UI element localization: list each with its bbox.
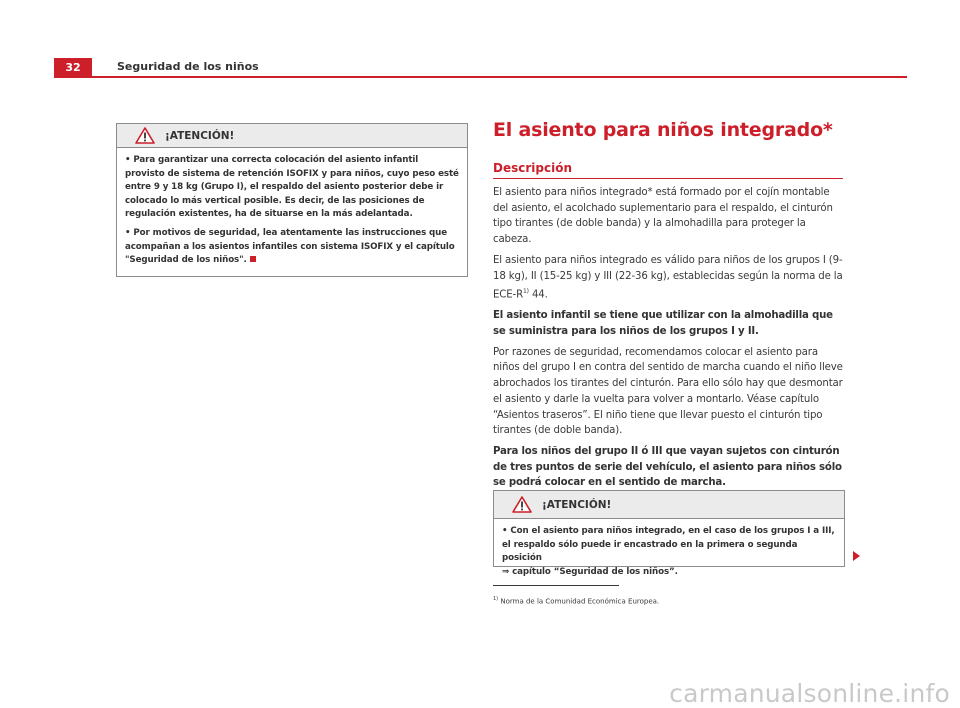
- warning-item: • Con el asiento para niños integrado, en el caso de los grupos I a III, el respaldo sólo puede ir encastrado en la primera o segunda posición ⇒ capítulo “Seguridad de los niños”.: [502, 526, 835, 577]
- warning-triangle-icon: [512, 496, 532, 513]
- warning-header: [494, 491, 844, 519]
- footnote-rule: [493, 585, 619, 586]
- warning-item: • Por motivos de seguridad, lea atentamente las instrucciones que acompañan a los asientos infantiles con sistema ISOFIX y el capítulo "Seguridad de los niños".: [125, 227, 455, 266]
- cross-reference-arrow: ⇒: [502, 566, 510, 577]
- warning-title: ¡ATENCIÓN!: [165, 129, 235, 142]
- warning-box-left: [116, 123, 468, 277]
- paragraph: El asiento para niños integrado es válido para niños de los grupos I (9-18 kg), II (15-25 kg) y III (22-36 kg), establecidas según la norma de la ECE-$R^{1)}$ 44.: [493, 254, 843, 301]
- header-rule: [54, 76, 907, 78]
- page-number: 32: [54, 58, 92, 76]
- warning-body: [117, 148, 467, 268]
- warning-title: ¡ATENCIÓN!: [542, 498, 612, 511]
- footnote: $^{1)}$ Norma de la Comunidad Económica Europea.: [493, 596, 660, 606]
- paragraph: Por razones de seguridad, recomendamos colocar el asiento para niños del grupo I en contra del sentido de marcha cuando el niño lleve abrochados los tirantes del cinturón. Para ello sólo hay que desmontar el asiento y darle la vuelta para volver a montarlo. Véase capítulo “Asientos traseros”. El niño tiene que llevar puesto el cinturón tipo tirantes (de doble banda).: [493, 346, 843, 437]
- warning-box-right: [493, 490, 845, 577]
- subsection-rule: [493, 178, 843, 179]
- body-text: [493, 185, 845, 496]
- continue-arrow-icon: [853, 551, 860, 561]
- warning-item: • Para garantizar una correcta colocación del asiento infantil provisto de sistema de retención ISOFIX y para niños, cuyo peso esté entre 9 y 18 kg (Grupo I), el respaldo del asiento posterior debe ir colocado lo más vertical posible. Es decir, de las posiciones de regulación existentes, ha de situarse en la más adelantada.: [125, 155, 459, 220]
- footnote-ref: 1): [523, 288, 529, 296]
- warning-triangle-icon: [135, 127, 155, 144]
- paragraph-bold: Para los niños del grupo II ó III que vayan sujetos con cinturón de tres puntos de serie del vehículo, el asiento para niños sólo se podrá colocar en el sentido de marcha.: [493, 445, 842, 489]
- end-marker-icon: [250, 256, 256, 262]
- subsection-title: Descripción: [493, 161, 572, 175]
- watermark: carmanualsonline.info: [669, 679, 950, 708]
- chapter-title: Seguridad de los niños: [117, 60, 259, 73]
- section-title: El asiento para niños integrado*: [493, 119, 833, 141]
- warning-header: [117, 124, 467, 148]
- warning-body: [494, 519, 844, 579]
- paragraph: El asiento para niños integrado* está formado por el cojín montable del asiento, el acolchado suplementario para el respaldo, el cinturón tipo tirantes (de doble banda) y la almohadilla para proteger la cabeza.: [493, 187, 833, 246]
- paragraph-bold: El asiento infantil se tiene que utilizar con la almohadilla que se suministra para los niños de los grupos I y II.: [493, 310, 833, 338]
